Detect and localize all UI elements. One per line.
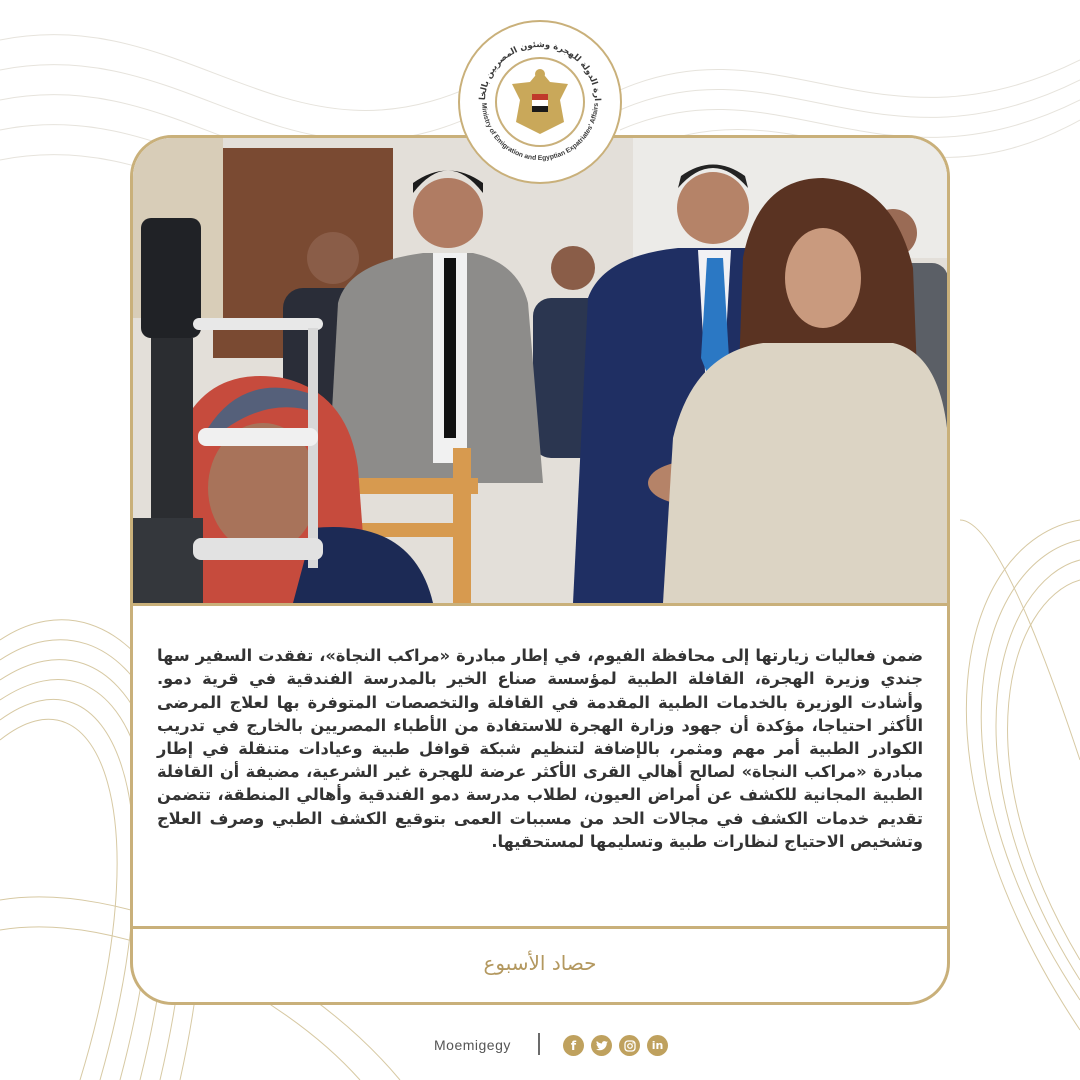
brand-handle: Moemigegy — [434, 1037, 511, 1053]
section-divider — [133, 926, 947, 929]
linkedin-icon[interactable]: in — [647, 1035, 668, 1056]
svg-text:وزارة الدولة للهجرة وشئون المص: ارة الدولة للهجرة وشئون المصريين بالخا — [478, 39, 603, 102]
week-harvest-title: حصاد الأسبوع — [483, 951, 597, 975]
instagram-icon[interactable] — [619, 1035, 640, 1056]
facebook-icon[interactable]: f — [563, 1035, 584, 1056]
ministry-seal-emblem — [460, 22, 620, 182]
bottom-separator — [538, 1033, 540, 1055]
svg-text:Ministry of Emigration and Egy: Ministry of Emigration and Egyptian Expatriates' Affairs — [479, 102, 601, 163]
article-body: ضمن فعاليات زيارتها إلى محافظة الفيوم، في إطار مبادرة «مراكب النجاة»، تفقدت السفير سها جندي وزيرة الهجرة، القافلة الطبية لمؤسسة صناع الخير بالمدرسة الفندقية في قرية دمو. وأشادت الوزيرة بالخدمات الطبية المقدمة في القافلة والتخصصات المتوفرة بها لعلاج المرضى الأكثر احتياجا، مؤكدة أن جهود وزارة الهجرة للاستفادة من الأطباء المصريين بالخارج في تدريب الكوادر الطبية أمر مهم ومثمر، بالإضافة لتنظيم شبكة قوافل طبية وعيادات متنقلة في إطار مبادرة «مراكب النجاة» لصالح أهالي القرى الأكثر عرضة للهجرة غير الشرعية، مضيفة أن القافلة الطبية المجانية للكشف عن أمراض العيون، لطلاب مدرسة دمو الفندقية وأهالي المنطقة، تتضمن تقديم خدمات الكشف في مجالات الحد من مسببات العمى بتوقيع الكشف الطبي وصرف العلاج وتشخيص الاحتياج لنظارات طبية وتسليمها لمستحقيها. — [157, 646, 923, 851]
event-photo — [133, 138, 947, 606]
ministry-logo — [458, 20, 622, 184]
twitter-icon[interactable] — [591, 1035, 612, 1056]
social-links — [563, 1035, 668, 1056]
event-photo-illustration — [133, 138, 947, 603]
content-card — [130, 135, 950, 1005]
